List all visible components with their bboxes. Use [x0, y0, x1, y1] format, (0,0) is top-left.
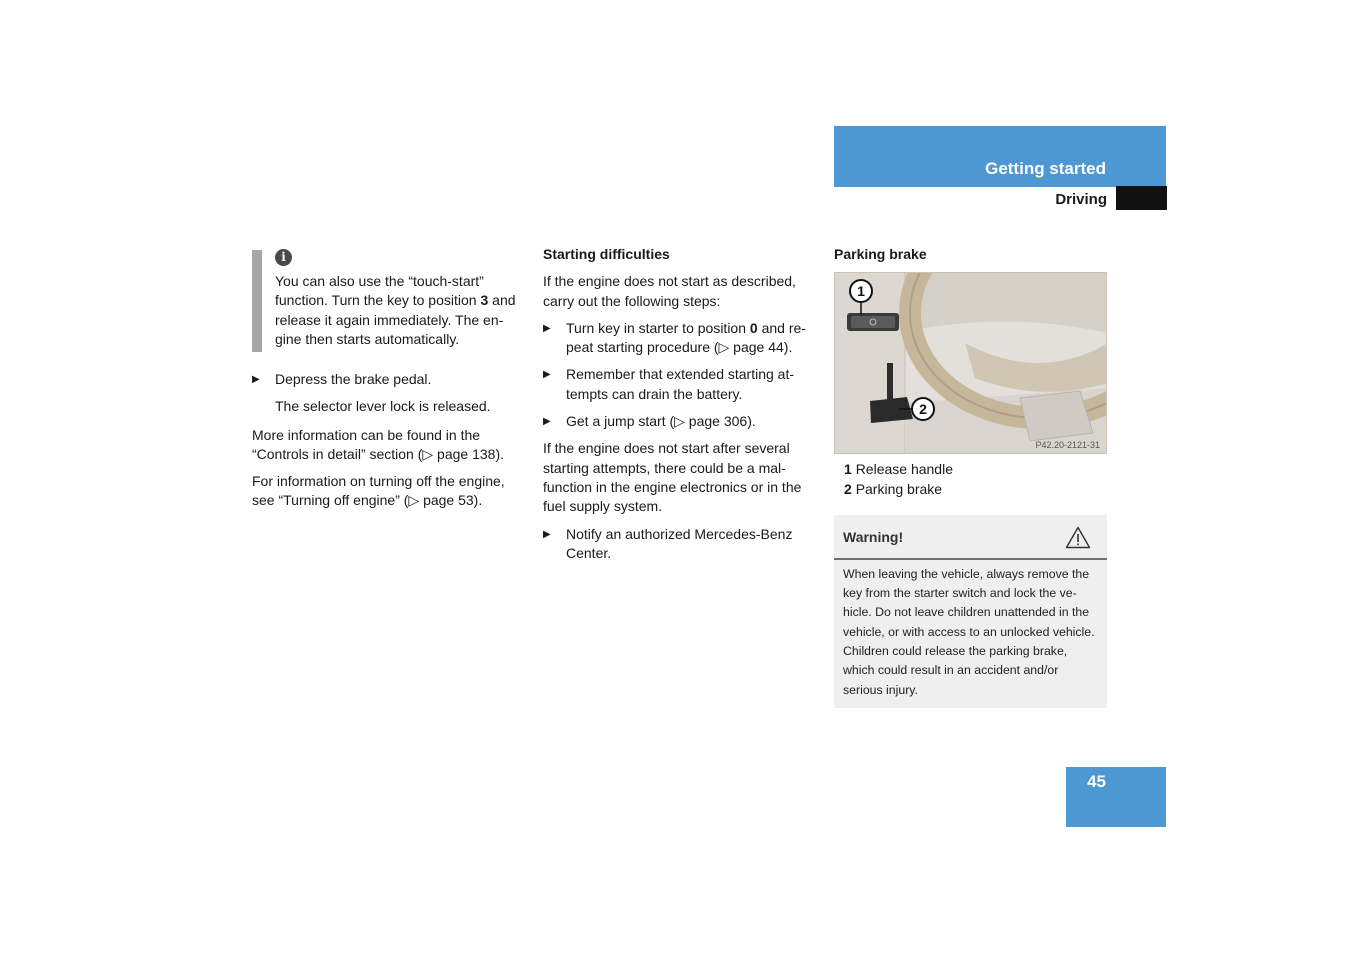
- bullet-arrow-icon: ▶: [543, 322, 551, 334]
- figure-code: P42.20-2121-31: [1035, 440, 1100, 451]
- parking-brake-illustration: [835, 273, 1107, 454]
- page-number: 45: [1087, 772, 1106, 791]
- note-bar: [252, 250, 262, 352]
- warning-header: [834, 515, 1107, 560]
- page-number-box: [1066, 767, 1166, 827]
- column-left: [252, 245, 527, 511]
- warning-triangle-icon: [1065, 526, 1091, 549]
- bullet-arrow-icon: ▶: [543, 528, 551, 540]
- step-text: and re-peat starting procedure (▷ page 44).: [566, 319, 806, 356]
- column-right: [834, 245, 1107, 708]
- note-text-bold: 3: [480, 292, 489, 309]
- step-remember: [543, 365, 821, 404]
- step-text: Notify an authorized Mercedes-Benz Center.: [566, 525, 793, 561]
- header-chapter-bar: [834, 126, 1166, 187]
- legend-label: Parking brake: [855, 480, 943, 497]
- section-marker: [1116, 186, 1167, 210]
- callout-2: 2: [919, 401, 927, 418]
- heading-starting-difficulties: Starting difficulties: [543, 246, 670, 262]
- info-note: [252, 245, 527, 352]
- legend-item: [844, 480, 1107, 499]
- step-text: Remember that extended starting at-tempts can drain the battery.: [566, 366, 795, 402]
- step-notify: [543, 525, 821, 564]
- callout-1: 1: [857, 283, 865, 300]
- legend-number: 2: [844, 480, 852, 497]
- note-text: [275, 272, 527, 349]
- step-turn-key: [543, 319, 821, 358]
- info-icon: i: [275, 249, 292, 266]
- column-middle: [543, 245, 821, 563]
- warning-text: When leaving the vehicle, always remove the key from the starter switch and lock the ve-hicle. Do not leave children unattended in the vehicle, or with access to an unlocked vehicle. Children could release the parking brake, which could result in an accident and/or serious injury.: [843, 566, 1095, 697]
- warning-box: [834, 515, 1107, 708]
- step-text: Get a jump start (▷ page 306).: [566, 413, 756, 430]
- paragraph-turning-off: For information on turning off the engine, see “Turning off engine” (▷ page 53).: [252, 473, 505, 509]
- figure-legend: [834, 460, 1107, 499]
- step-text-bold: 0: [749, 319, 758, 336]
- chapter-title: Getting started: [985, 159, 1106, 178]
- paragraph-more-info: More information can be found in the “Controls in detail” section (▷ page 138).: [252, 426, 504, 462]
- bullet-arrow-icon: ▶: [543, 369, 551, 381]
- bullet-arrow-icon: ▶: [252, 374, 260, 385]
- legend-label: Release handle: [855, 461, 953, 478]
- step-jump-start: [543, 412, 821, 431]
- note-text-part: You can also use the “touch-start” function. Turn the key to position: [275, 273, 484, 309]
- parking-brake-figure: [834, 272, 1107, 454]
- warning-label: Warning!: [843, 528, 904, 545]
- bullet-arrow-icon: ▶: [543, 416, 551, 428]
- paragraph-intro: If the engine does not start as described, carry out the following steps:: [543, 273, 796, 309]
- note-text-part: and release it again immediately. The en-gine then starts automatically.: [275, 292, 516, 347]
- legend-number: 1: [844, 461, 852, 478]
- step-text: Depress the brake pedal.: [275, 371, 432, 387]
- step-depress-brake: [252, 370, 527, 389]
- legend-item: [844, 460, 1107, 479]
- paragraph-malfunction: If the engine does not start after several starting attempts, there could be a mal-function in the engine electronics or in the fuel supply system.: [543, 440, 802, 515]
- heading-parking-brake: Parking brake: [834, 246, 927, 262]
- section-title: Driving: [1055, 191, 1107, 208]
- step-text: Turn key in starter to position: [566, 319, 750, 336]
- step-result: The selector lever lock is released.: [275, 398, 491, 415]
